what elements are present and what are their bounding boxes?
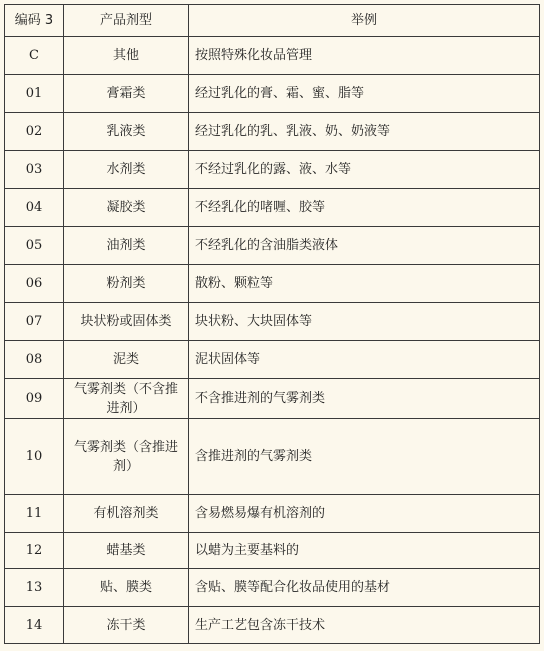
row-example: 块状粉、大块固体等: [189, 303, 540, 341]
row-type: 油剂类: [64, 227, 189, 265]
header-code: 编码 3: [5, 5, 64, 37]
row-type: 膏霜类: [64, 75, 189, 113]
table-row: [5, 227, 540, 265]
table-row: [5, 569, 540, 607]
table-row: [5, 341, 540, 379]
row-code: 11: [5, 495, 64, 533]
row-example: 不经乳化的含油脂类液体: [189, 227, 540, 265]
row-type: 水剂类: [64, 151, 189, 189]
row-code: 04: [5, 189, 64, 227]
row-code: 14: [5, 607, 64, 644]
row-code: 06: [5, 265, 64, 303]
row-example: 生产工艺包含冻干技术: [189, 607, 540, 644]
row-example: 以蜡为主要基料的: [189, 533, 540, 569]
row-type: 块状粉或固体类: [64, 303, 189, 341]
row-type: 凝胶类: [64, 189, 189, 227]
table-row: [5, 379, 540, 419]
row-code: 13: [5, 569, 64, 607]
header-example: 举例: [189, 5, 540, 37]
row-example: 散粉、颗粒等: [189, 265, 540, 303]
row-code: 07: [5, 303, 64, 341]
dosage-form-table: [4, 4, 540, 644]
row-type: 有机溶剂类: [64, 495, 189, 533]
row-example: 经过乳化的膏、霜、蜜、脂等: [189, 75, 540, 113]
row-code: 01: [5, 75, 64, 113]
table-row: [5, 419, 540, 495]
table-row: [5, 495, 540, 533]
row-type: 粉剂类: [64, 265, 189, 303]
table-row: [5, 113, 540, 151]
table-row: [5, 151, 540, 189]
header-row: [5, 5, 540, 37]
row-example: 泥状固体等: [189, 341, 540, 379]
table-row: [5, 37, 540, 75]
row-type: 贴、膜类: [64, 569, 189, 607]
row-type: 冻干类: [64, 607, 189, 644]
row-code: 10: [5, 419, 64, 495]
header-type: 产品剂型: [64, 5, 189, 37]
row-example: 不含推进剂的气雾剂类: [189, 379, 540, 419]
row-type: 蜡基类: [64, 533, 189, 569]
row-code: 02: [5, 113, 64, 151]
row-type: 气雾剂类（不含推进剂）: [64, 379, 189, 419]
table-row: [5, 533, 540, 569]
table-row: [5, 303, 540, 341]
row-example: 含贴、膜等配合化妆品使用的基材: [189, 569, 540, 607]
row-code: 12: [5, 533, 64, 569]
row-code: 09: [5, 379, 64, 419]
row-example: 不经过乳化的露、液、水等: [189, 151, 540, 189]
table-row: [5, 265, 540, 303]
row-example: 含推进剂的气雾剂类: [189, 419, 540, 495]
row-code: 03: [5, 151, 64, 189]
row-type: 乳液类: [64, 113, 189, 151]
row-example: 按照特殊化妆品管理: [189, 37, 540, 75]
row-example: 经过乳化的乳、乳液、奶、奶液等: [189, 113, 540, 151]
row-code: C: [5, 37, 64, 75]
table-row: [5, 75, 540, 113]
row-type: 其他: [64, 37, 189, 75]
row-type: 泥类: [64, 341, 189, 379]
row-example: 含易燃易爆有机溶剂的: [189, 495, 540, 533]
row-example: 不经乳化的啫喱、胶等: [189, 189, 540, 227]
row-code: 05: [5, 227, 64, 265]
table-row: [5, 189, 540, 227]
table-row: [5, 607, 540, 644]
row-type: 气雾剂类（含推进剂）: [64, 419, 189, 495]
row-code: 08: [5, 341, 64, 379]
